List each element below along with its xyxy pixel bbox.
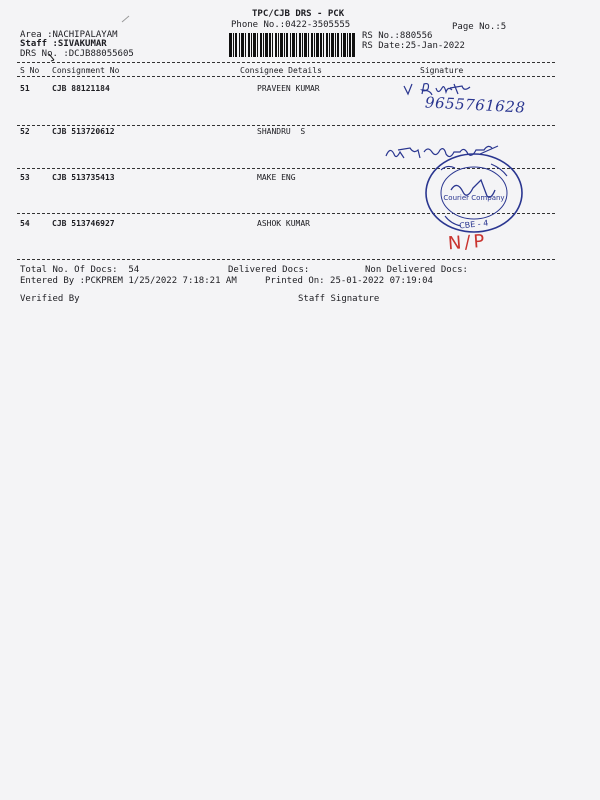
stamp-company-text: Courier Company: [443, 194, 505, 202]
delivered-docs: Delivered Docs:: [228, 265, 310, 275]
verified-by: Verified By: [20, 294, 80, 304]
staff-signature: Staff Signature: [298, 294, 380, 304]
company-stamp: [421, 150, 527, 236]
row-sno: 51: [20, 84, 30, 93]
rs-date: RS Date:25-Jan-2022: [362, 41, 465, 51]
row-sno: 54: [20, 219, 30, 228]
row-consignment: CJB 513735413: [52, 173, 115, 182]
rs-number: RS No.:880556: [362, 31, 433, 41]
column-header-sno: S No: [20, 66, 40, 75]
staff-label: Staff :SIVAKUMAR: [20, 39, 107, 49]
non-delivered-docs: Non Delivered Docs:: [365, 265, 468, 275]
stray-mark: [121, 15, 131, 23]
total-docs: Total No. Of Docs: 54: [20, 265, 140, 275]
phone-number: Phone No.:0422-3505555: [231, 20, 351, 30]
column-header-consignment: Consignment No: [52, 66, 120, 75]
barcode-image: [229, 33, 355, 57]
row-consignment: CJB 88121184: [52, 84, 110, 93]
row-consignment: CJB 513746927: [52, 219, 115, 228]
area-label: Area :NACHIPALAYAM: [20, 30, 118, 40]
page-number: Page No.:5: [452, 22, 507, 32]
row-sno: 53: [20, 173, 30, 182]
header-rule-bottom: [17, 76, 555, 77]
drs-number: DRS No. :DCJB88055605: [20, 49, 134, 59]
row-consignment: CJB 513720612: [52, 127, 115, 136]
column-header-signature: Signature: [420, 66, 464, 75]
row-consignee: ASHOK KUMAR: [257, 219, 310, 228]
stamp-code-text: CBE - 4: [458, 218, 489, 231]
handwritten-phone: 9655761628: [424, 93, 526, 117]
entered-by: Entered By :PCKPREM 1/25/2022 7:18:21 AM: [20, 276, 237, 286]
report-title: TPC/CJB DRS - PCK: [252, 9, 345, 19]
footer-rule: [17, 259, 555, 260]
row-divider: [17, 125, 555, 126]
printed-on: Printed On: 25-01-2022 07:19:04: [265, 276, 433, 286]
row-consignee: SHANDRU S: [257, 127, 306, 136]
handwritten-np: N/P: [447, 230, 489, 255]
header-rule-top: [17, 62, 555, 63]
row-consignee: PRAVEEN KUMAR: [257, 84, 320, 93]
row-consignee: MAKE ENG: [257, 173, 296, 182]
row-sno: 52: [20, 127, 30, 136]
column-header-consignee: Consignee Details: [240, 66, 322, 75]
